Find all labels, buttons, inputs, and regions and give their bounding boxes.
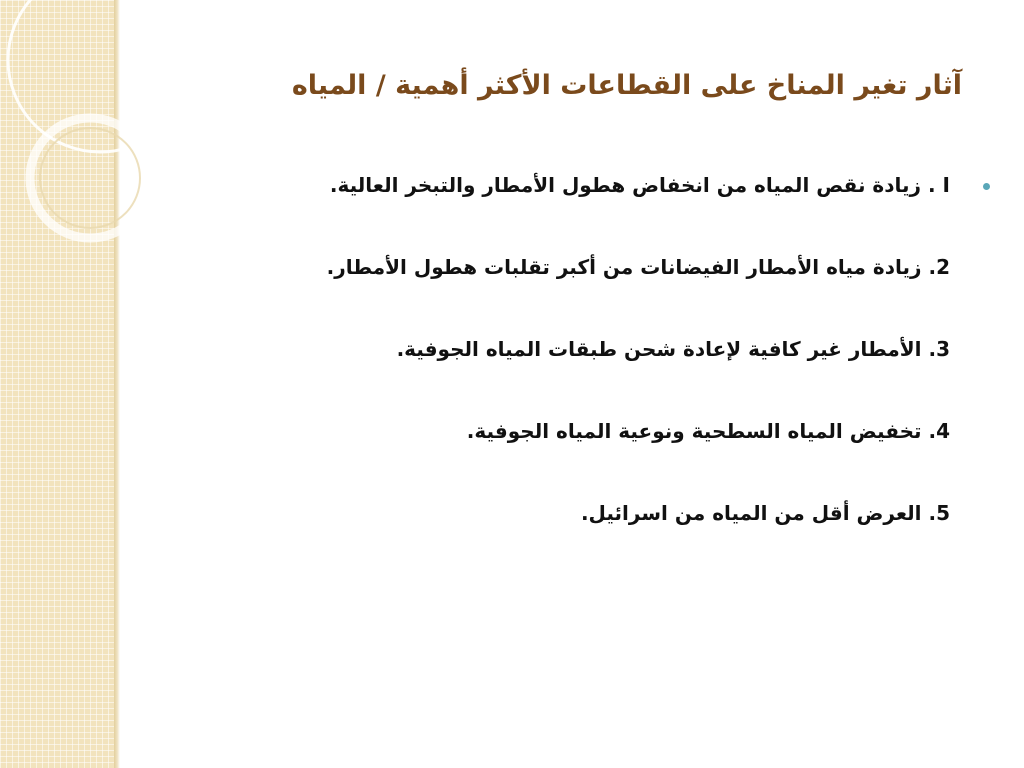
list-item-text: 3. الأمطار غير كافية لإعادة شحن طبقات المياه الجوفية.	[396, 337, 950, 361]
list-item	[200, 244, 950, 326]
list-item	[200, 326, 950, 408]
decorative-circles	[0, 0, 160, 260]
list-item-text: 4. تخفيض المياه السطحية ونوعية المياه الجوفية.	[466, 419, 950, 443]
list-item	[200, 490, 950, 572]
list-item-text: 5. العرض أقل من المياه من اسرائيل.	[580, 501, 950, 525]
content-list	[200, 162, 950, 572]
list-item-text: 2. زيادة مياه الأمطار الفيضانات من أكبر تقلبات هطول الأمطار.	[326, 255, 950, 279]
round-bullet-icon	[983, 183, 990, 190]
list-item	[200, 408, 950, 490]
list-item	[200, 162, 950, 244]
slide-title: آثار تغير المناخ على القطاعات الأكثر أهمية / المياه	[291, 70, 962, 101]
list-item-text: I . زيادة نقص المياه من انخفاض هطول الأمطار والتبخر العالية.	[329, 173, 950, 197]
